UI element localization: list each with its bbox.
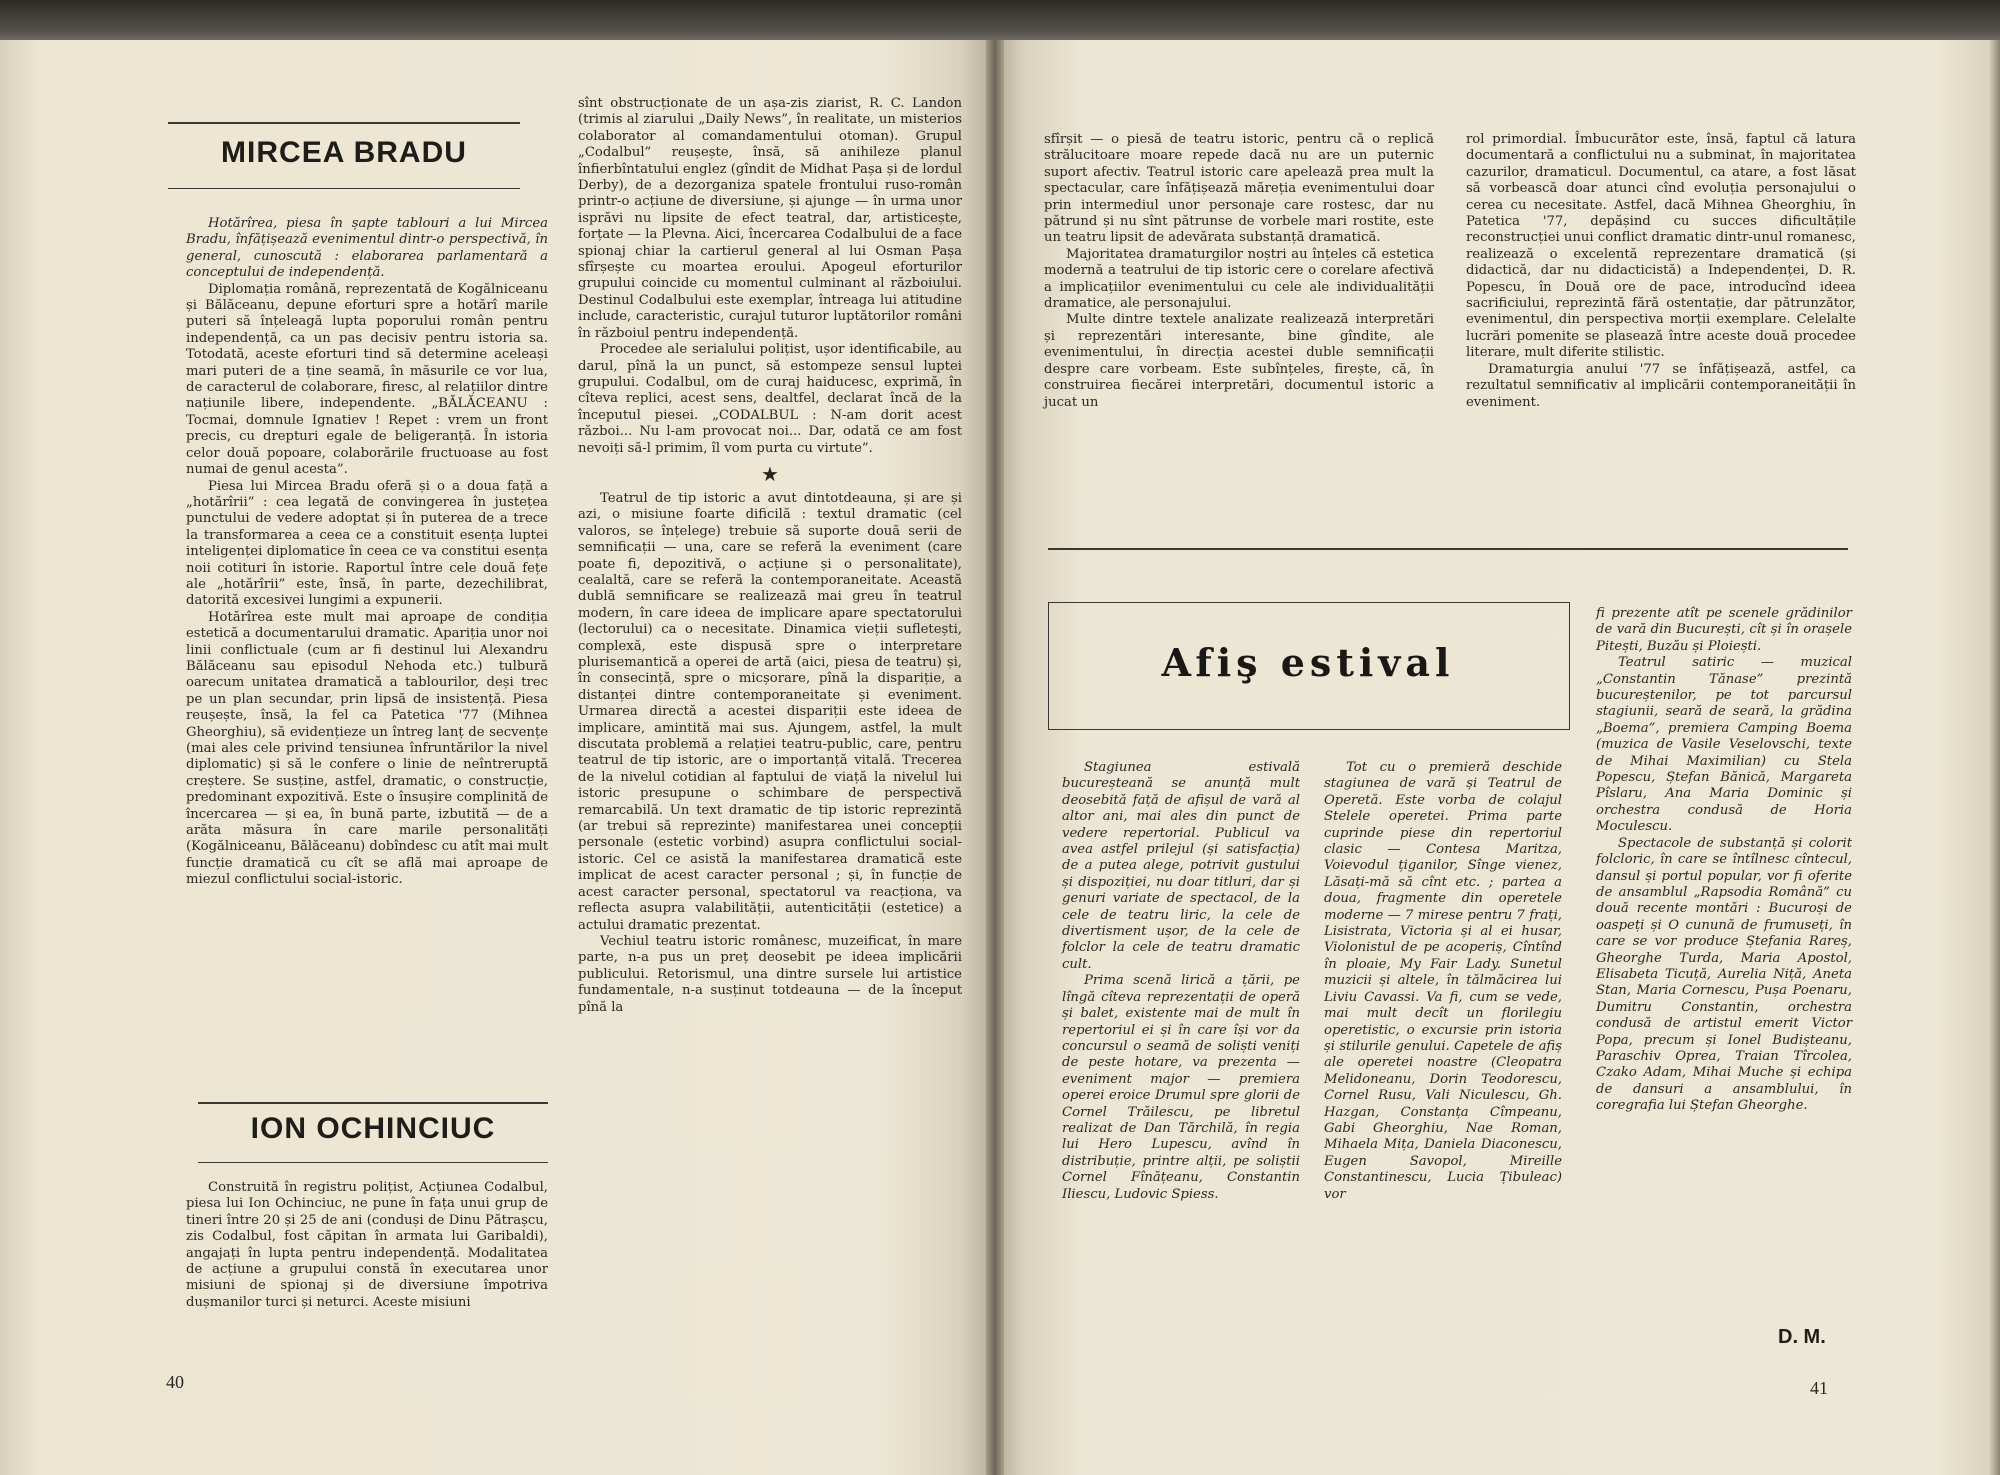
- paragraph: Spectacole de substanță și colorit folcloric, în care se întîlnesc cîntecul, dansul și portul popular, vor fi oferite de ansamblul „Rapsodia Română” cu două recente montări : Bucuroși de oaspeți și O cunună de frumuseți, în care se vor produce Ștefania Rareș, Gheorghe Turda, Maria Apostol, Elisabeta Ticuță, Aurelia Niță, Aneta Stan, Maria Cornescu, Pușa Poenaru, Dumitru Constantin, orchestra condusă de artistul emerit Victor Popa, precum și Ionel Budișteanu, Paraschiv Oprea, Traian Tîrcolea, Czako Adam, Mihai Muche și echipa de dansuri a ansamblului, în coregrafia lui Ștefan Gheorghe.: [1596, 835, 1852, 1114]
- paragraph: sfîrșit — o piesă de teatru istoric, pentru că o replică strălucitoare moare repede dacă nu are un puternic suport afectiv. Teatrul istoric care apelează prea mult la spectacular, care înfățișează măreția evenimentului doar prin intermediul unor personaje care rostesc, dar nu pătrund și nu sînt pătrunse de vorbele mari rostite, este un teatru lipsit de adevărata substanță dramatică.: [1044, 132, 1434, 246]
- left-column-2: [578, 96, 962, 1016]
- paragraph: Teatrul satiric — muzical „Constantin Tănase” prezintă bucureștenilor, pe tot parcursul stagiunii, seară de seară, la grădina „Boema”, premiera Camping Boema (muzica de Vasile Veselovschi, texte de Mihai Maximilian) cu Stela Popescu, Ștefan Bănică, Margareta Pîslaru, Ana Maria Dominic și orchestra condusă de Horia Moculescu.: [1596, 655, 1852, 835]
- left-page: [0, 40, 994, 1475]
- paragraph: Procedee ale serialului polițist, ușor identificabile, au darul, pînă la un punct, să estompeze sensul luptei grupului. Codalbul, om de curaj haiducesc, exprimă, în cîteva replici, acest sens, dealtfel, declarat încă de la începutul piesei. „CODALBUL : N-am dorit acest război... Nu l-am provocat noi... Dar, odată ce am fost nevoiți să-l primim, îl vom purta cu virtute”.: [578, 342, 962, 456]
- left-column-1b: [186, 1180, 548, 1311]
- paragraph: fi prezente atît pe scenele grădinilor de vară din București, cît și în orașele Pitești, Buzău și Ploiești.: [1596, 606, 1852, 654]
- afis-column-1: [1062, 760, 1300, 1203]
- paragraph: Teatrul de tip istoric a avut dintotdeauna, și are și azi, o misiune foarte dificilă : textul dramatic (cel valoros, se înțelege) trebuie să suporte două serii de semnificații — una, care se referă la eveniment (care poate fi, depozitivă, o acțiune și o personalitate), cealaltă, care se referă la contemporaneitate. Această dublă semnificare se realizează mai greu în teatrul modern, în care ideea de implicare apare spectatorului (lectorului) ca o necesitate. Dinamica vieții sufletești, complexă, este dispusă spre o interpretare plurisemantică a operei de artă (aici, piesa de teatru) și, în consecință, spre o micșorare, pînă la dispariție, a distanței dintre contemporaneitate și eveniment. Urmarea directă a acestei dispariții este ideea de implicare, amintită mai sus. Ajungem, astfel, la mult discutata problemă a relației teatru-public, care, pentru teatrul de tip istoric, are o importanță vitală. Trecerea de la nivelul cotidian al faptului de viață la nivelul lui istoric presupune o schimbare de perspectivă remarcabilă. Un text dramatic de tip istoric reprezintă (ar trebui să reprezinte) manifestarea unei concepții personale (estetic vorbind) asupra conflictului social-istoric. Cel ce asistă la manifestarea dramatică este implicat de acest caracter personal ; și, în funcție de acest caracter personal, spectatorul va reacționa, va reflecta asupra valabilității, autenticității (estetice) a actului dramatic prezentat.: [578, 490, 962, 933]
- paragraph: Tot cu o premieră deschide stagiunea de vară și Teatrul de Operetă. Este vorba de colajul Stelele operetei. Prima parte cuprinde piese din repertoriul clasic — Contesa Maritza, Voievodul țiganilor, Sînge vienez, Lăsați-mă să cînt etc. ; partea a doua, fragmente din operetele moderne — 7 mirese pentru 7 frați, Lisistrata, Victoria și al ei husar, Violonistul de pe acoperiș, Cîntînd în ploaie, My Fair Lady. Sunetul muzicii și altele, în tălmăcirea lui Liviu Cavassi. Va fi, cum se vede, mai mult decît un florilegiu operetistic, o excursie prin istoria și stilurile genului. Capetele de afiș ale operetei noastre (Cleopatra Melidoneanu, Dorin Teodorescu, Cornel Rusu, Vali Niculescu, Gh. Hazgan, Constanța Cîmpeanu, Gabi Gheorghiu, Nae Roman, Mihaela Mița, Daniela Diaconescu, Eugen Savopol, Mireille Constantinescu, Lucia Țibuleac) vor: [1324, 760, 1562, 1202]
- page-edge-shadow: [1990, 40, 2000, 1475]
- paragraph: Prima scenă lirică a țării, pe lîngă cîteva reprezentații de operă și balet, existente mai de mult în repertoriul ei și în care își vor da concursul o seamă de soliști veniți de peste hotare, va prezenta — eveniment major — premiera operei eroice Drumul spre glorii de Cornel Trăilescu, pe libretul realizat de Dan Tărchilă, în regia lui Hero Lupescu, avînd în distribuție, printre alții, pe soliștii Cornel Fînățeanu, Constantin Iliescu, Ludovic Spiess.: [1062, 973, 1300, 1202]
- right-column-2: [1466, 132, 1856, 411]
- paragraph: rol primordial. Îmbucurător este, însă, faptul că latura documentară a conflictului nu a subminat, în majoritatea cazurilor, dramaticul. Documentul, ca atare, a fost lăsat să vorbească doar atunci cînd evoluția personajului o cerea cu necesitate. Astfel, dacă Mihnea Gheorghiu, în Patetica '77, depășind cu succes dificultățile reconstrucției unui conflict dramatic dintr-unul romanesc, realizează o excelentă reprezentare dramatică (și didactică, dar nu didacticistă) a Independenței, D. R. Popescu, în Două ore de pace, introducînd ideea sacrificiului, reprezintă fără ostentație, dar pătrunzător, evenimentul, din perspectiva morții exemplare. Celelalte lucrări pomenite se plasează între aceste două procedee literare, mult diferite stilistic.: [1466, 132, 1856, 361]
- heading2-bottom-rule: [198, 1162, 548, 1163]
- heading1-bottom-rule: [168, 188, 520, 189]
- paragraph: Vechiul teatru istoric românesc, muzeificat, în mare parte, n-a pus un preț deosebit pe ideea implicării publicului. Retorismul, una dintre sursele lui artistice fundamentale, n-a susținut totdeauna — de la început pînă la: [578, 933, 962, 1015]
- afis-estival-title: Afiş estival: [1161, 640, 1455, 685]
- paragraph: Construită în registru polițist, Acțiunea Codalbul, piesa lui Ion Ochinciuc, ne pune în fața unui grup de tineri între 20 și 25 de ani (conduși de Dinu Pătrașcu, zis Codalbul, fost căpitan în armata lui Garibaldi), angajați în lupta pentru independență. Modalitatea de acțiune a grupului constă în executarea unor misiuni de spionaj și de diversiune împotriva dușmanilor turci și neturci. Aceste misiuni: [186, 1180, 548, 1310]
- paragraph: Stagiunea estivală bucureșteană se anunță mult deosebită față de afișul de vară al altor ani, mai ales din punct de vedere repertorial. Publicul va avea astfel prilejul (și satisfacția) de a putea alege, potrivit gustului și dispoziției, nu doar titluri, dar și genuri variate de spectacol, de la cele de teatru liric, la cele de divertisment ușor, de la cele de folclor la cele de teatru dramatic cult.: [1062, 760, 1300, 972]
- author-signature: D. M.: [1778, 1326, 1826, 1348]
- top-shadow-strip: [0, 0, 2000, 44]
- paragraph: Piesa lui Mircea Bradu oferă și o a doua față a „hotărîrii” : cea legată de convingerea în justețea punctului de vedere adoptat și în puterea de a trece la transformarea a ceea ce a constituit esența luptei inteligenței diplomatice în ceea ce va constitui esența noii cotituri în istorie. Raportul între cele două fețe ale „hotărîrii” este, însă, în parte, dezechilibrat, datorită excesivei lungimi a expunerii.: [186, 478, 548, 609]
- afis-column-3: [1596, 606, 1852, 1115]
- heading-mircea-bradu: MIRCEA BRADU: [221, 136, 467, 169]
- paragraph: Multe dintre textele analizate realizează interpretări și reprezentări interesante, bine gîndite, ale evenimentului, în direcția acestei duble semnificații despre care vorbeam. Este subînțeles, firește, că, în construirea fiecărei interpretări, documentul istoric a jucat un: [1044, 312, 1434, 410]
- paragraph: Dramaturgia anului '77 se înfățișează, astfel, ca rezultatul semnificativ al implicării contemporaneității în eveniment.: [1466, 361, 1856, 410]
- paragraph: sînt obstrucționate de un așa-zis ziarist, R. C. Landon (trimis al ziarului „Daily News”, în realitate, un misterios colaborator al comandamentului otoman). Grupul „Codalbul” reușește, însă, să anihileze planul înfierbîntatului englez (gîndit de Midhat Pașa și de lordul Derby), de a dezorganiza spatele frontului ruso-român printr-o acțiune de diversiune, și ajunge — în urma unor isprăvi nu lipsite de efect teatral, dar, artisticește, forțate — la Plevna. Aici, încercarea Codalbului de a face spionaj chiar la cartierul general al lui Osman Pașa sfîrșește cu moartea eroului. Apogeul eforturilor grupului coincide cu momentul culminant al războiului. Destinul Codalbului este exemplar, întreaga lui atitudine include, caracteristic, curajul tuturor luptătorilor români în războiul pentru independență.: [578, 96, 962, 341]
- heading-ion-ochinciuc: ION OCHINCIUC: [250, 1112, 496, 1145]
- paragraph: Majoritatea dramaturgilor noștri au înțeles că estetica modernă a teatrului de tip istoric cere o corelare afectivă a implicațiilor evenimentului cu cele ale individualității dramatice, ale personajului.: [1044, 246, 1434, 312]
- heading1-top-rule: [168, 122, 520, 124]
- page-number-right: 41: [1810, 1378, 1828, 1398]
- heading2-top-rule: [198, 1102, 548, 1104]
- afis-column-2: [1324, 760, 1562, 1203]
- left-column-1: [186, 216, 548, 889]
- right-page: [994, 40, 2000, 1475]
- star-ornament: ★: [761, 461, 779, 486]
- right-column-1: [1044, 132, 1434, 411]
- section-divider-rule: [1048, 548, 1848, 550]
- paragraph: Hotărîrea, piesa în șapte tablouri a lui Mircea Bradu, înfățișează evenimentul dintr-o perspectivă, în general, cunoscută : elaborarea parlamentară a conceptului de independență.: [186, 216, 548, 281]
- paragraph: Hotărîrea este mult mai aproape de condiția estetică a documentarului dramatic. Apariția unor noi linii conflictuale (cum ar fi destinul lui Alexandru Bălăceanu sau episodul Nehoda etc.) tulbură oarecum unitatea dramatică a tablourilor, deși trec pe un plan secundar, prin lipsă de insistență. Piesa reușește, însă, la fel ca Patetica '77 (Mihnea Gheorghiu), să evidențieze un întreg lanț de secvențe (mai ales cele privind tensiunea înfruntărilor la nivel diplomatic) și să le confere o linie de neîntreruptă creștere. Se susține, astfel, dramatic, o construcție, predominant expozitivă. Este o însușire complinită de încercarea — și ea, în bună parte, izbutită — de a arăta măsura în care marile personalități (Kogălniceanu, Bălăceanu) dobîndesc cu atît mai mult funcție dramatică cu cît se află mai aproape de miezul conflictului social-istoric.: [186, 609, 548, 888]
- book-gutter: [986, 40, 1004, 1475]
- page-number-left: 40: [166, 1372, 184, 1392]
- paragraph: Diplomația română, reprezentată de Kogălniceanu și Bălăceanu, depune eforturi spre a hotărî marile puteri să înțeleagă lupta poporului român pentru independență, ca un pas decisiv pentru istoria sa. Totodată, aceste eforturi tind să determine aceleași mari puteri de a ține seamă, în măsurile ce vor lua, de caracterul de colaborare, firesc, al relațiilor dintre națiunile libere, independente. „BĂLĂCEANU : Tocmai, domnule Ignatiev ! Repet : vrem un front precis, cu drepturi egale de beligeranță. În istoria celor două popoare, colaborările fructuoase au fost numai de genul acesta”.: [186, 281, 548, 478]
